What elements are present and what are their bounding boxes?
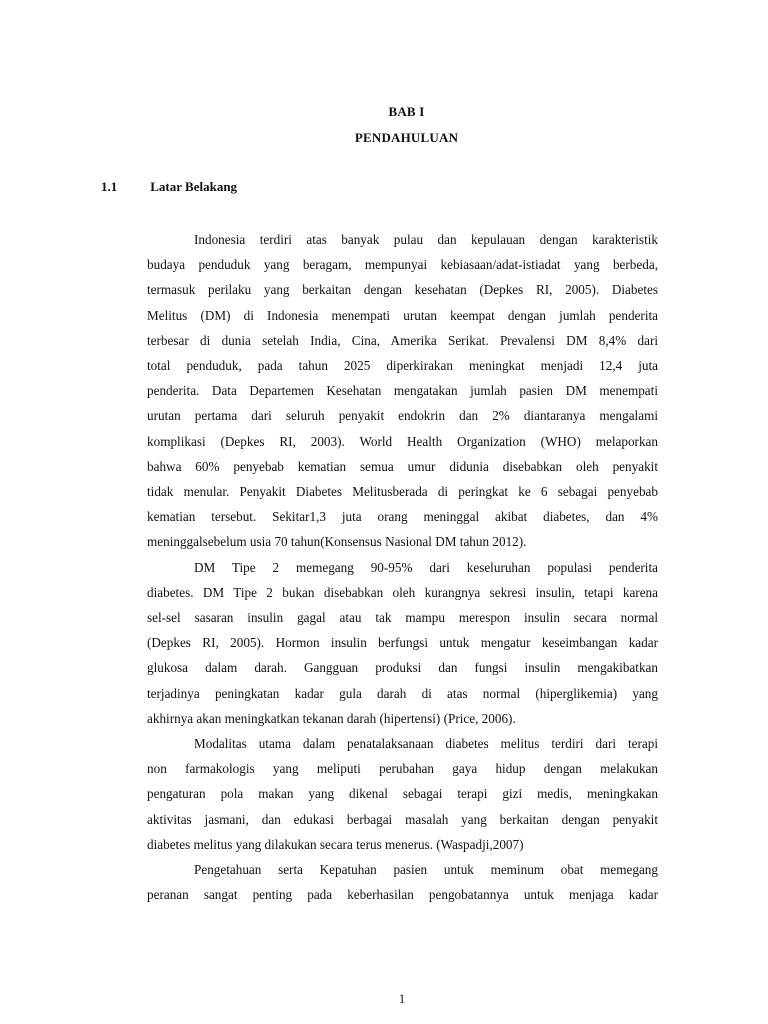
text-line: Pengetahuan serta Kepatuhan pasien untuk meminum obat memegang [194, 862, 658, 878]
section-number: 1.1 [101, 179, 118, 194]
text-line: Indonesia terdiri atas banyak pulau dan kepulauan dengan karakteristik [194, 232, 658, 247]
text-line: termasuk perilaku yang berkaitan dengan kesehatan (Depkes RI, 2005). Diabetes [147, 282, 658, 298]
text-line: akhirnya akan meningkatkan tekanan darah (hipertensi) (Price, 2006). [147, 710, 516, 726]
text-line: peranan sangat penting pada keberhasilan pengobatannya untuk menjaga kadar [147, 887, 658, 903]
text-line: diabetes. DM Tipe 2 bukan disebabkan oleh kurangnya sekresi insulin, tetapi karena [147, 584, 658, 600]
body-text [147, 227, 658, 907]
section-heading [101, 179, 237, 195]
text-line: diabetes melitus yang dilakukan secara terus menerus. (Waspadji,2007) [147, 836, 524, 852]
text-line: Melitus (DM) di Indonesia menempati urutan keempat dengan jumlah penderita [147, 307, 658, 323]
chapter-title: PENDAHULUAN [354, 130, 459, 145]
page-number: 1 [398, 991, 406, 1006]
text-line: aktivitas jasmani, dan edukasi berbagai masalah yang berkaitan dengan penyakit [147, 811, 658, 827]
section-title: Latar Belakang [150, 179, 238, 194]
paragraph [147, 731, 658, 857]
text-line: DM Tipe 2 memegang 90-95% dari keseluruhan populasi penderita [194, 559, 658, 575]
paragraph [147, 857, 658, 907]
text-line: pengaturan pola makan yang dikenal sebagai terapi gizi medis, meningkakan [147, 786, 658, 802]
text-line: penderita. Data Departemen Kesehatan mengatakan jumlah pasien DM menempati [147, 383, 658, 399]
text-line: terjadinya peningkatan kadar gula darah di atas normal (hiperglikemia) yang [147, 685, 658, 701]
text-line: budaya penduduk yang beragam, mempunyai kebiasaan/adat-istiadat yang berbeda, [147, 257, 658, 273]
text-line: Modalitas utama dalam penatalaksanaan diabetes melitus terdiri dari terapi [194, 736, 658, 752]
text-line: total penduduk, pada tahun 2025 diperkirakan meningkat menjadi 12,4 juta [147, 358, 658, 374]
text-line: (Depkes RI, 2005). Hormon insulin berfungsi untuk mengatur keseimbangan kadar [147, 635, 658, 651]
text-line: glukosa dalam darah. Gangguan produksi dan fungsi insulin mengakibatkan [147, 660, 658, 676]
paragraph [147, 555, 658, 731]
paragraph [147, 227, 658, 555]
text-line: bahwa 60% penyebab kematian semua umur didunia disebabkan oleh penyakit [147, 458, 658, 474]
text-line: urutan pertama dari seluruh penyakit endokrin dan 2% diantaranya mengalami [147, 408, 658, 424]
text-line: meninggalsebelum usia 70 tahun(Konsensus Nasional DM tahun 2012). [147, 534, 527, 550]
chapter-number: BAB I [388, 104, 425, 119]
text-line: komplikasi (Depkes RI, 2003). World Health Organization (WHO) melaporkan [147, 433, 658, 449]
text-line: terbesar di dunia setelah India, Cina, Amerika Serikat. Prevalensi DM 8,4% dari [147, 332, 658, 348]
text-line: tidak menular. Penyakit Diabetes Melitusberada di peringkat ke 6 sebagai penyebab [147, 484, 658, 500]
text-line: sel-sel sasaran insulin gagal atau tak mampu merespon insulin secara normal [147, 610, 658, 626]
text-line: non farmakologis yang meliputi perubahan gaya hidup dengan melakukan [147, 761, 658, 777]
text-line: kematian tersebut. Sekitar1,3 juta orang meninggal akibat diabetes, dan 4% [147, 509, 658, 525]
